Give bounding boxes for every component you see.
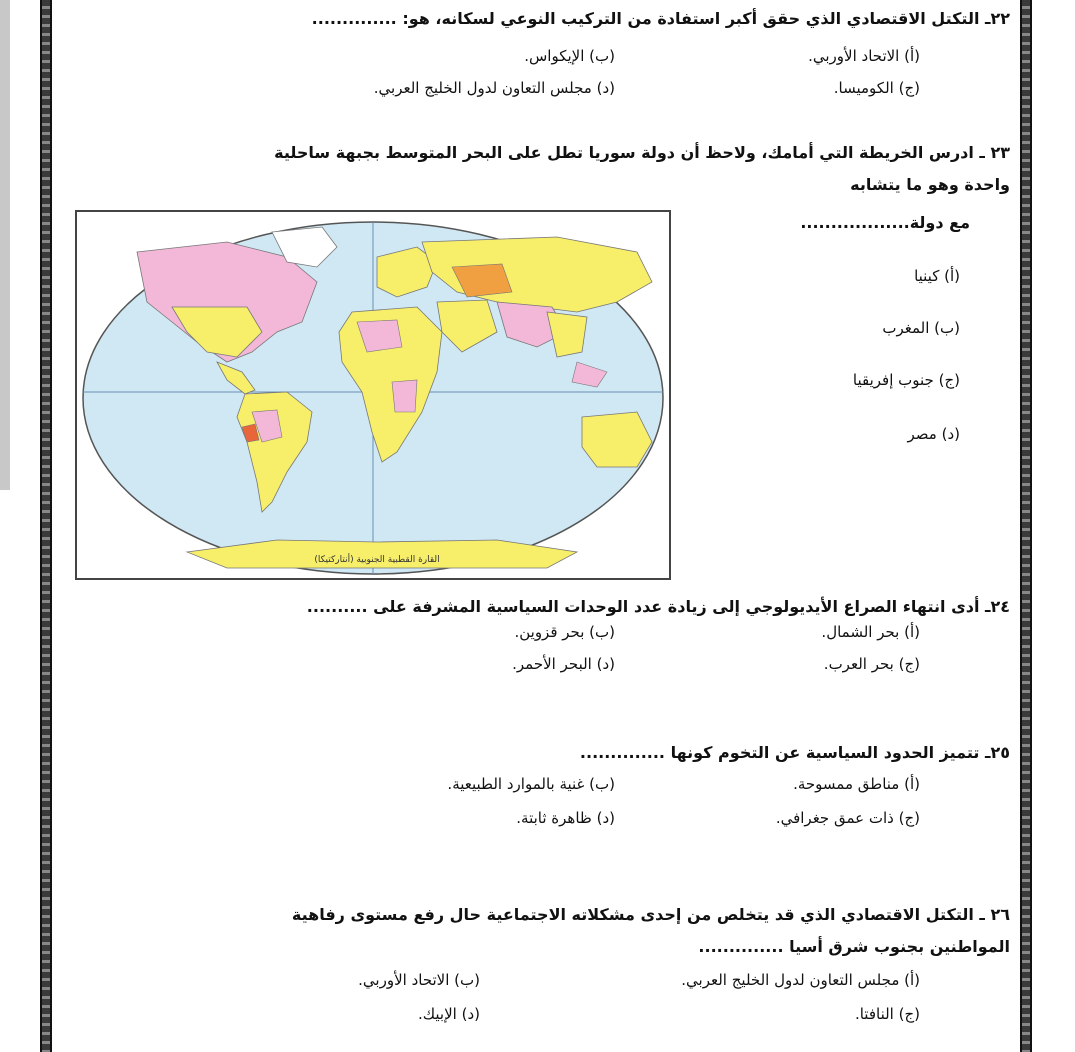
question-23-line1: ٢٣ ـ ادرس الخريطة التي أمامك، ولاحظ أن دولة سوريا تطل على البحر المتوسط بجبهة ساحلية: [274, 143, 1010, 162]
q26-option-a: (أ) مجلس التعاون لدول الخليج العربي.: [681, 971, 920, 989]
q25-option-c: (ج) ذات عمق جغرافي.: [775, 809, 920, 827]
q22-option-d: (د) مجلس التعاون لدول الخليج العربي.: [373, 79, 615, 97]
q22-option-a: (أ) الاتحاد الأوربي.: [808, 47, 920, 65]
q23-option-d: (د) مصر: [907, 425, 960, 443]
q23-option-a: (أ) كينيا: [914, 267, 960, 285]
q25-option-b: (ب) غنية بالموارد الطبيعية.: [447, 775, 615, 793]
q25-option-d: (د) ظاهرة ثابتة.: [516, 809, 615, 827]
q22-option-c: (ج) الكوميسا.: [833, 79, 920, 97]
q26-option-d: (د) الإبيك.: [418, 1005, 480, 1023]
question-23-line2: واحدة وهو ما يتشابه: [850, 175, 1010, 194]
q25-option-a: (أ) مناطق ممسوحة.: [793, 775, 920, 793]
world-map: [75, 210, 671, 580]
question-26-line1: ٢٦ ـ التكتل الاقتصادي الذي قد يتخلص من إحدى مشكلاته الاجتماعية حال رفع مستوى رفاهية: [291, 905, 1010, 924]
q24-option-a: (أ) بحر الشمال.: [821, 623, 920, 641]
page-border-left: [40, 0, 52, 1052]
left-scrollbar[interactable]: [0, 0, 10, 490]
exam-page: [60, 0, 1010, 1052]
question-22-text: ٢٢ـ التكتل الاقتصادي الذي حقق أكبر استفادة من التركيب النوعي لسكانه، هو: ..............: [311, 9, 1010, 28]
q24-option-b: (ب) بحر قزوين.: [514, 623, 615, 641]
question-26-line2: المواطنين بجنوب شرق أسيا ..............: [698, 937, 1010, 956]
q23-option-c: (ج) جنوب إفريقيا: [852, 371, 960, 389]
page-border-right: [1020, 0, 1032, 1052]
q24-option-d: (د) البحر الأحمر.: [512, 655, 615, 673]
map-australia: [582, 412, 652, 467]
question-24-text: ٢٤ـ أدى انتهاء الصراع الأيديولوجي إلى زيادة عدد الوحدات السياسية المشرفة على ..........: [306, 597, 1010, 616]
q26-option-c: (ج) النافتا.: [854, 1005, 920, 1023]
map-antarctica-label: القارة القطبية الجنوبية (أنتاركتيكا): [314, 555, 440, 565]
q26-option-b: (ب) الاتحاد الأوربي.: [358, 971, 480, 989]
q23-option-b: (ب) المغرب: [882, 319, 960, 337]
question-25-text: ٢٥ـ تتميز الحدود السياسية عن التخوم كونها ..............: [579, 743, 1010, 762]
q24-option-c: (ج) بحر العرب.: [823, 655, 920, 673]
q22-option-b: (ب) الإيكواس.: [524, 47, 615, 65]
question-23-line3: مع دولة..................: [800, 213, 970, 232]
